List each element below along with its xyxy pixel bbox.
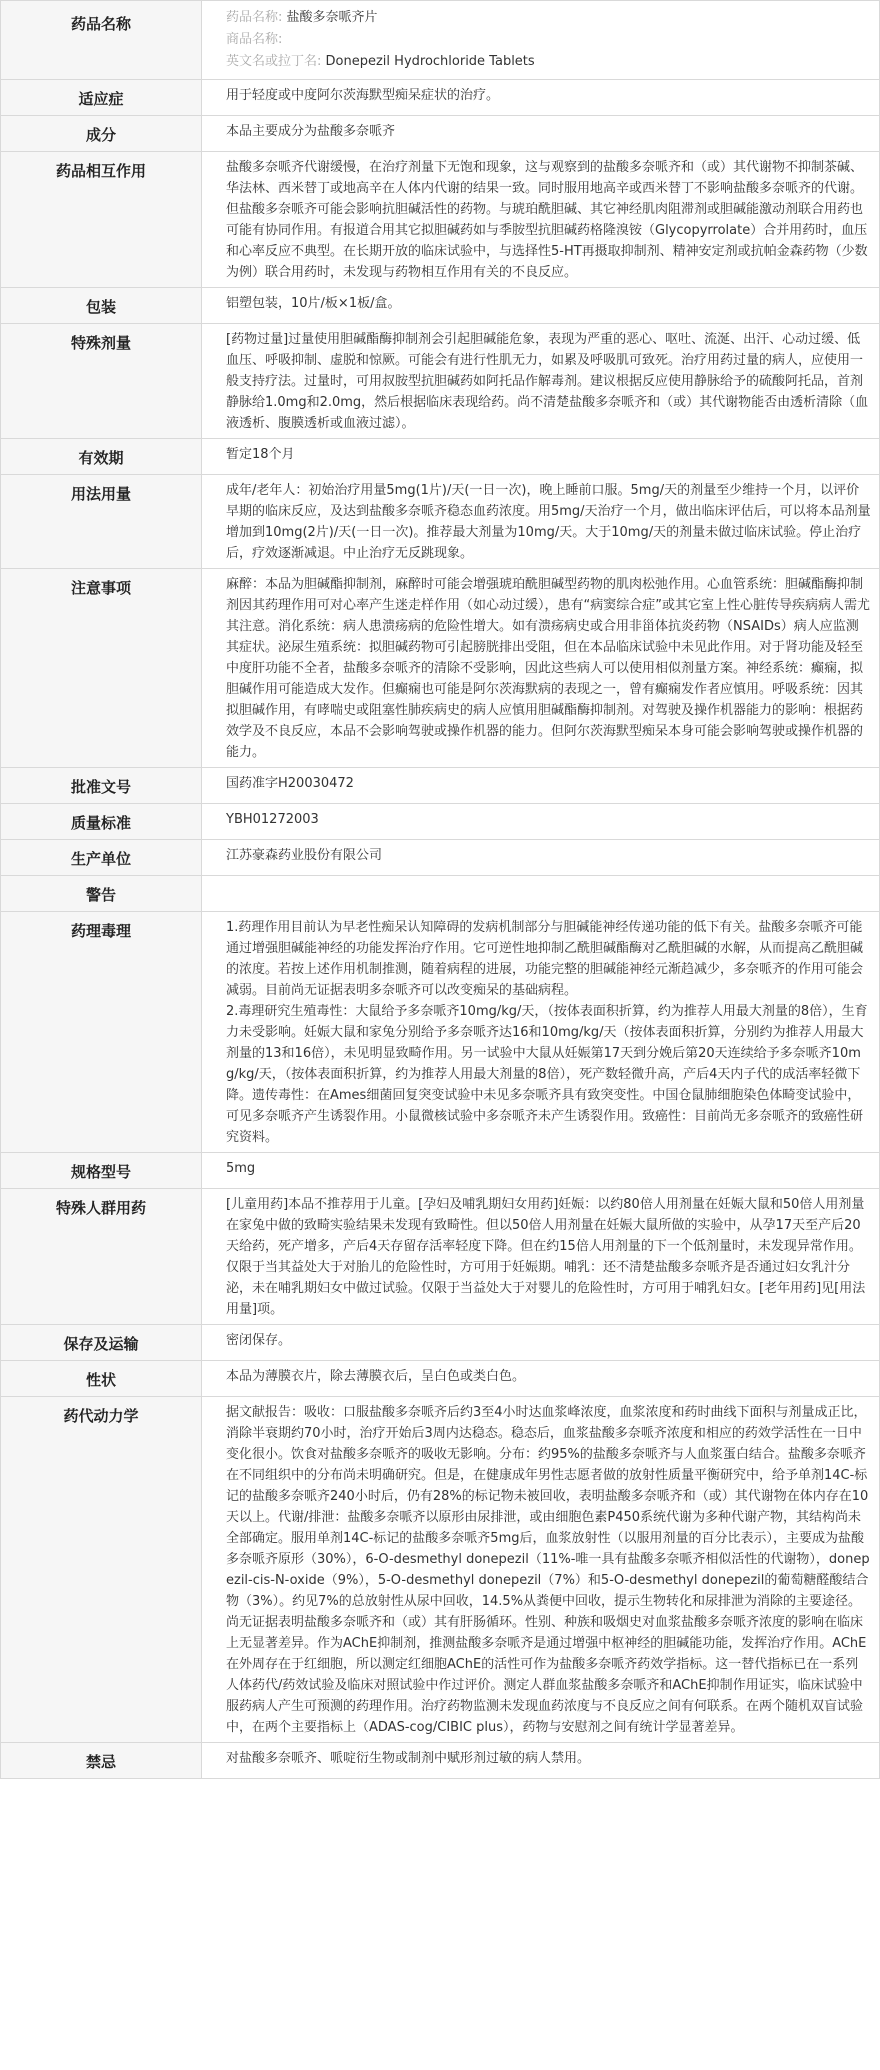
label-manufacturer: 生产单位 [1,840,202,876]
english-name-line [226,51,871,73]
label-storage: 保存及运输 [1,1325,202,1361]
toxicology-paragraph-2: 2.毒理研究生殖毒性：大鼠给予多奈哌齐10mg/kg/天，（按体表面积折算，约为推荐人用最大剂量的8倍），生育力未受影响。妊娠大鼠和家兔分别给予多奈哌齐达16和10mg/kg/天（按体表面积折算，分别约为推荐人用最大剂量的13和16倍），未见明显致畸作用。另一试验中大鼠从妊娠第17天到分娩后第20天连续给予多奈哌齐10mg/kg/天，（按体表面积折算，约为推荐人用最大剂量的8倍），死产数轻微升高，产后4天内子代的成活率轻微下降。遗传毒性：在Ames细菌回复突变试验中未见多奈哌齐具有致突变性。中国仓鼠肺细胞染色体畸变试验中，可见多奈哌齐产生诱裂作用。小鼠微核试验中多奈哌齐未产生诱裂作用。致癌性：目前尚无多奈哌齐的致癌性研究资料。 [226,1004,868,1145]
value-package: 铝塑包装，10片/板×1板/盒。 [202,288,880,324]
label-name: 药品名称 [1,1,202,80]
value-dosage: 成年/老年人：初始治疗用量5mg(1片)/天(一日一次)，晚上睡前口服。5mg/天的剂量至少维持一个月，以评价早期的临床反应，及达到盐酸多奈哌齐稳态血药浓度。用5mg/天治疗一个月，做出临床评估后，可以将本品剂量增加到10mg(2片)/天(一日一次)。推荐最大剂量为10mg/天。大于10mg/天的剂量未做过临床试验。停止治疗后，疗效逐渐减退。中止治疗无反跳现象。 [202,475,880,569]
value-overdose: [药物过量]过量使用胆碱酯酶抑制剂会引起胆碱能危象，表现为严重的恶心、呕吐、流涎、出汗、心动过缓、低血压、呼吸抑制、虚脱和惊厥。可能会有进行性肌无力，如累及呼吸肌可致死。治疗用药过量的病人，应使用一般支持疗法。过量时，可用叔胺型抗胆碱药如阿托品作解毒剂。建议根据反应使用静脉给予的硫酸阿托品，首剂静脉给1.0mg和2.0mg，然后根据临床表现给药。尚不清楚盐酸多奈哌齐和（或）其代谢物能否由透析清除（血液透析、腹膜透析或血液过滤）。 [202,324,880,439]
row-precautions [1,569,880,768]
row-dosage [1,475,880,569]
generic-name-value: 盐酸多奈哌齐片 [286,10,378,25]
trade-name-key: 商品名称: [226,32,283,47]
value-precautions: 麻醉：本品为胆碱酯抑制剂，麻醉时可能会增强琥珀酰胆碱型药物的肌肉松弛作用。心血管系统：胆碱酯酶抑制剂因其药理作用可对心率产生迷走样作用（如心动过缓），患有“病窦综合症”或其它室上性心脏传导疾病病人需尤其注意。消化系统：病人患溃疡病的危险性增大。如有溃疡病史或合用非甾体抗炎药物（NSAIDs）病人应监测其症状。泌尿生殖系统：拟胆碱药物可引起膀胱排出受阻，但在本品临床试验中未见此作用。对于肾功能及轻至中度肝功能不全者，盐酸多奈哌齐的清除不受影响，因此这些病人可以使用相似剂量方案。神经系统：癫痫，拟胆碱作用可能造成大发作。但癫痫也可能是阿尔茨海默病的表现之一，曾有癫痫发作者应慎用。呼吸系统：因其拟胆碱作用，有哮喘史或阻塞性肺疾病史的病人应慎用胆碱酯酶抑制剂。对驾驶及操作机器能力的影响：根据药效学及不良反应，本品不会影响驾驶或操作机器的能力。但阿尔茨海默型痴呆本身可能会影响驾驶或操作机器的能力。 [202,569,880,768]
label-package: 包装 [1,288,202,324]
row-pharmacokinetics [1,1397,880,1743]
row-validity [1,439,880,475]
row-indication [1,80,880,116]
toxicology-paragraph-1: 1.药理作用目前认为早老性痴呆认知障碍的发病机制部分与胆碱能神经传递功能的低下有关。盐酸多奈哌齐可能通过增强胆碱能神经的功能发挥治疗作用。它可逆性地抑制乙酰胆碱酯酶对乙酰胆碱的水解，从而提高乙酰胆碱的浓度。若按上述作用机制推测，随着病程的进展，功能完整的胆碱能神经元渐趋减少，多奈哌齐的作用可能会减弱。目前尚无证据表明多奈哌齐可以改变痴呆的基础病程。 [226,920,864,998]
label-overdose: 特殊剂量 [1,324,202,439]
value-appearance: 本品为薄膜衣片，除去薄膜衣后，呈白色或类白色。 [202,1361,880,1397]
row-overdose [1,324,880,439]
value-warning [202,876,880,912]
row-interactions [1,152,880,288]
row-appearance [1,1361,880,1397]
row-spec [1,1153,880,1189]
value-special-groups: [儿童用药]本品不推荐用于儿童。[孕妇及哺乳期妇女用药]妊娠：以约80倍人用剂量在妊娠大鼠和50倍人用剂量在家兔中做的致畸实验结果未发现有致畸性。但以50倍人用剂量在妊娠大鼠所做的实验中，从孕17天至产后20天给药，死产增多，产后4天存留存活率轻度下降。但在约15倍人用剂量的下一个低剂量时，未发现异常作用。仅限于当其益处大于对胎儿的危险性时，方可用于妊娠期。哺乳：还不清楚盐酸多奈哌齐是否通过妇女乳汁分泌，未在哺乳期妇女中做过试验。仅限于当益处大于对婴儿的危险性时，方可用于哺乳妇女。[老年用药]见[用法用量]项。 [202,1189,880,1325]
generic-name-key: 药品名称: [226,10,283,25]
value-interactions: 盐酸多奈哌齐代谢缓慢，在治疗剂量下无饱和现象，这与观察到的盐酸多奈哌齐和（或）其代谢物不抑制茶碱、华法林、西米替丁或地高辛在人体内代谢的结果一致。同时服用地高辛或西米替丁不影响盐酸多奈哌齐的代谢。但盐酸多奈哌齐可能会影响抗胆碱活性的药物。与琥珀酰胆碱、其它神经肌肉阻滞剂或胆碱能激动剂联合用药也可能有协同作用。有报道合用其它拟胆碱药如与季胺型抗胆碱药格隆溴铵（Glycopyrrolate）合并用药时，血压和心率反应不典型。在长期开放的临床试验中，与选择性5-HT再摄取抑制剂、精神安定剂或抗帕金森药物（少数为例）联合用药时，未发现与药物相互作用有关的不良反应。 [202,152,880,288]
value-contraindications: 对盐酸多奈哌齐、哌啶衍生物或制剂中赋形剂过敏的病人禁用。 [202,1743,880,1779]
label-ingredients: 成分 [1,116,202,152]
row-toxicology [1,912,880,1153]
row-name [1,1,880,80]
row-package [1,288,880,324]
value-ingredients: 本品主要成分为盐酸多奈哌齐 [202,116,880,152]
generic-name-line [226,7,871,29]
label-appearance: 性状 [1,1361,202,1397]
value-name [202,1,880,80]
row-contraindications [1,1743,880,1779]
row-special-groups [1,1189,880,1325]
value-pharmacokinetics: 据文献报告：吸收：口服盐酸多奈哌齐后约3至4小时达血浆峰浓度，血浆浓度和药时曲线下面积与剂量成正比，消除半衰期约70小时，治疗开始后3周内达稳态。稳态后，血浆盐酸多奈哌齐浓度和相应的药效学活性在一日中变化很小。饮食对盐酸多奈哌齐的吸收无影响。分布：约95%的盐酸多奈哌齐与人血浆蛋白结合。盐酸多奈哌齐在不同组织中的分布尚未明确研究。但是，在健康成年男性志愿者做的放射性质量平衡研究中，给予单剂14C-标记的盐酸多奈哌齐240小时后，仍有28%的标记物未被回收，表明盐酸多奈哌齐和（或）其代谢物在体内存在10天以上。代谢/排泄：盐酸多奈哌齐以原形由尿排泄，或由细胞色素P450系统代谢为多种代谢产物，其结构尚未全部确定。服用单剂14C-标记的盐酸多奈哌齐5mg后，血浆放射性（以服用剂量的百分比表示），主要成为盐酸多奈哌齐原形（30%），6-O-desmethyl donepezil（11%-唯一具有盐酸多奈哌齐相似活性的代谢物），donepezil-cis-N-oxide（9%），5-O-desmethyl donepezil（7%）和5-O-desmethyl donepezil的葡萄糖醛酸结合物（3%）。约见7%的总放射性从尿中回收，14.5%从粪便中回收，提示生物转化和尿排泄为消除的主要途径。尚无证据表明盐酸多奈哌齐和（或）其有肝肠循环。性别、种族和吸烟史对血浆盐酸多奈哌齐浓度的影响在临床上无显著差异。作为AChE抑制剂，推测盐酸多奈哌齐是通过增强中枢神经的胆碱能功能，发挥治疗作用。AChE在外周存在于红细胞，所以测定红细胞AChE的活性可作为盐酸多奈哌齐药效学指标。这一替代指标已在一系列人体药代/药效试验及临床对照试验中作过评价。测定人群血浆盐酸多奈哌齐和AChE抑制作用证实，临床试验中服药病人产生可预测的药理作用。治疗药物监测未发现血药浓度与不良反应之间有何联系。在两个随机双盲试验中，在两个主要指标上（ADAS-cog/CIBIC plus），药物与安慰剂之间有统计学显著差异。 [202,1397,880,1743]
label-indication: 适应症 [1,80,202,116]
label-special-groups: 特殊人群用药 [1,1189,202,1325]
label-dosage: 用法用量 [1,475,202,569]
row-warning [1,876,880,912]
value-approval: 国药准字H20030472 [202,768,880,804]
label-toxicology: 药理毒理 [1,912,202,1153]
row-standard [1,804,880,840]
label-spec: 规格型号 [1,1153,202,1189]
value-spec: 5mg [202,1153,880,1189]
label-approval: 批准文号 [1,768,202,804]
label-pharmacokinetics: 药代动力学 [1,1397,202,1743]
label-standard: 质量标准 [1,804,202,840]
warning-text [226,881,871,905]
value-toxicology [202,912,880,1153]
value-manufacturer: 江苏豪森药业股份有限公司 [202,840,880,876]
value-indication: 用于轻度或中度阿尔茨海默型痴呆症状的治疗。 [202,80,880,116]
english-name-value: Donepezil Hydrochloride Tablets [325,54,535,69]
row-approval [1,768,880,804]
row-ingredients [1,116,880,152]
label-warning: 警告 [1,876,202,912]
value-storage: 密闭保存。 [202,1325,880,1361]
value-validity: 暂定18个月 [202,439,880,475]
row-manufacturer [1,840,880,876]
value-standard: YBH01272003 [202,804,880,840]
label-interactions: 药品相互作用 [1,152,202,288]
trade-name-line [226,29,871,51]
label-precautions: 注意事项 [1,569,202,768]
label-contraindications: 禁忌 [1,1743,202,1779]
label-validity: 有效期 [1,439,202,475]
row-storage [1,1325,880,1361]
english-name-key: 英文名或拉丁名: [226,54,322,69]
